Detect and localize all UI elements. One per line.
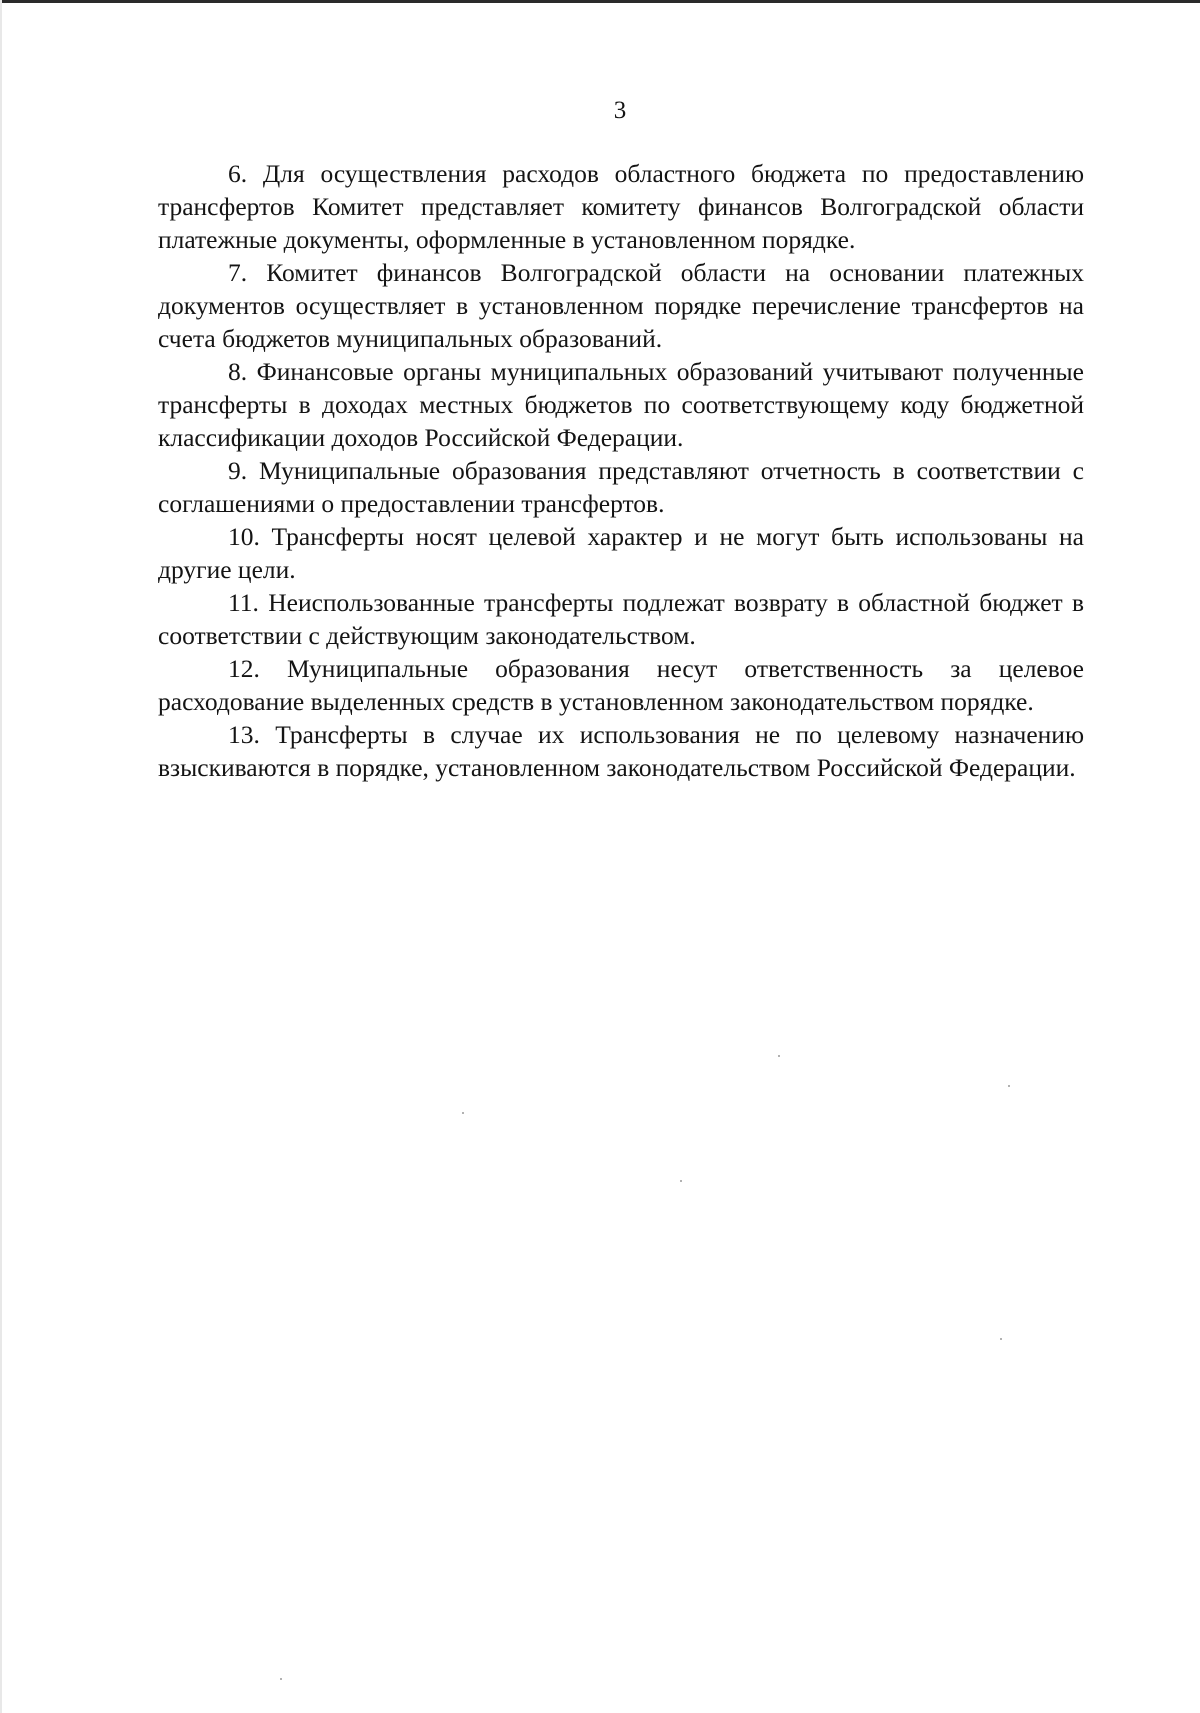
scan-speck: [280, 1678, 282, 1680]
paragraph-11: 11. Неиспользованные трансферты подлежат возврату в областной бюджет в соответствии с действующим законодательством.: [158, 588, 1084, 650]
scan-speck: [778, 1055, 780, 1057]
paragraph-7: 7. Комитет финансов Волгоградской области на основании платежных документов осуществляет в установленном порядке перечисление трансфертов на счета бюджетов муниципальных образований.: [158, 258, 1084, 353]
document-body: [158, 157, 1084, 784]
paragraph-12: 12. Муниципальные образования несут ответственность за целевое расходование выделенных средств в установленном законодательством порядке.: [158, 654, 1084, 716]
scan-speck: [462, 1112, 464, 1114]
scan-top-border: [0, 0, 1200, 3]
paragraph-6: 6. Для осуществления расходов областного бюджета по предоставлению трансфертов Комитет представляет комитету финансов Волгоградской области платежные документы, оформленные в установленном порядке.: [158, 159, 1084, 254]
scan-speck: [680, 1180, 682, 1182]
paragraph-9: 9. Муниципальные образования представляют отчетность в соответствии с соглашениями о предоставлении трансфертов.: [158, 456, 1084, 518]
scan-speck: [1000, 1338, 1002, 1340]
scan-speck: [1008, 1085, 1010, 1087]
page-number: 3: [613, 97, 627, 124]
paragraph-8: 8. Финансовые органы муниципальных образований учитывают полученные трансферты в доходах местных бюджетов по соответствующему коду бюджетной классификации доходов Российской Федерации.: [158, 357, 1084, 452]
paragraph-13: 13. Трансферты в случае их использования не по целевому назначению взыскиваются в порядке, установленном законодательством Российской Федерации.: [158, 720, 1084, 782]
scan-left-border: [0, 0, 2, 1713]
paragraph-10: 10. Трансферты носят целевой характер и не могут быть использованы на другие цели.: [158, 522, 1084, 584]
